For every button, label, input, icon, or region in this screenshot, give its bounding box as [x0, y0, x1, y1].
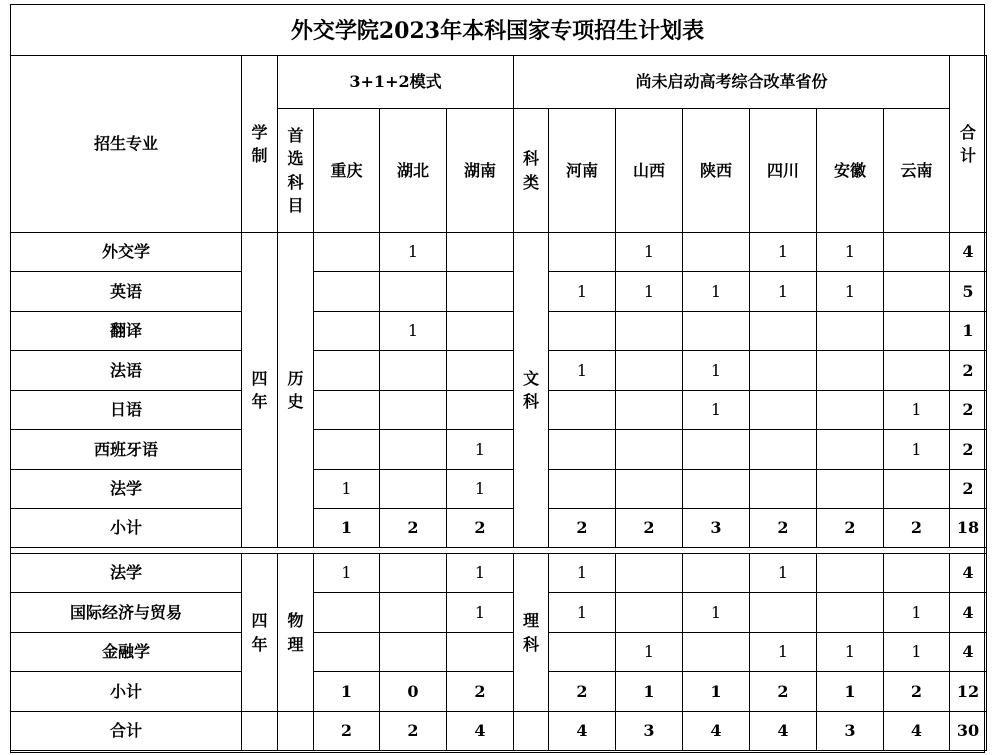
- table-row: [11, 430, 987, 470]
- cell-hunan: [447, 391, 514, 430]
- page-title: 外交学院2023年本科国家专项招生计划表: [10, 4, 985, 56]
- cell-hubei: 2: [380, 509, 447, 548]
- cell-shanxi: 1: [616, 272, 683, 312]
- empty-cell: [242, 712, 278, 751]
- cell-shanxi: [616, 430, 683, 470]
- empty-cell: [278, 712, 314, 751]
- cell-shanxi: [616, 554, 683, 593]
- cell-total: 2: [950, 391, 987, 430]
- cell-sichuan: 2: [750, 672, 817, 712]
- cell-hubei: [380, 633, 447, 672]
- section1-duration: 四年: [242, 233, 278, 548]
- cell-total: 4: [950, 233, 987, 272]
- grand-total-row: [11, 712, 987, 751]
- cell-total: 4: [950, 633, 987, 672]
- cell-anhui: [817, 351, 884, 391]
- cell-anhui: 1: [817, 633, 884, 672]
- cell-sichuan: [750, 470, 817, 509]
- cell-shaanxi: [683, 470, 750, 509]
- header-total: 合计: [950, 56, 987, 233]
- header-chongqing: 重庆: [314, 109, 380, 233]
- header-group-312: 3+1+2模式: [278, 56, 514, 109]
- header-duration: 学制: [242, 56, 278, 233]
- subtotal-row: [11, 509, 987, 548]
- cell-hunan: [447, 233, 514, 272]
- major-cell: 法学: [11, 470, 242, 509]
- header-group-other: 尚未启动高考综合改革省份: [514, 56, 950, 109]
- cell-yunnan: 1: [884, 430, 950, 470]
- cell-sichuan: 2: [750, 509, 817, 548]
- cell-anhui: 2: [817, 509, 884, 548]
- cell-anhui: [817, 470, 884, 509]
- cell-hunan: 2: [447, 509, 514, 548]
- header-yunnan: 云南: [884, 109, 950, 233]
- cell-shanxi: [616, 593, 683, 633]
- subtotal-row: [11, 672, 987, 712]
- cell-chongqing: [314, 351, 380, 391]
- cell-total: 18: [950, 509, 987, 548]
- header-major: 招生专业: [11, 56, 242, 233]
- cell-yunnan: 2: [884, 509, 950, 548]
- cell-henan: 2: [549, 672, 616, 712]
- cell-hunan: 1: [447, 470, 514, 509]
- cell-yunnan: 1: [884, 391, 950, 430]
- major-cell: 法语: [11, 351, 242, 391]
- major-cell: 日语: [11, 391, 242, 430]
- cell-henan: 1: [549, 272, 616, 312]
- cell-shaanxi: 3: [683, 509, 750, 548]
- cell-anhui: 1: [817, 672, 884, 712]
- cell-total: 4: [950, 554, 987, 593]
- cell-hubei: 1: [380, 312, 447, 351]
- cell-shanxi: [616, 351, 683, 391]
- table-row: [11, 351, 987, 391]
- cell-hubei: [380, 351, 447, 391]
- cell-chongqing: [314, 391, 380, 430]
- header-row-1: [11, 56, 987, 109]
- cell-anhui: [817, 312, 884, 351]
- cell-anhui: [817, 554, 884, 593]
- cell-shanxi: [616, 312, 683, 351]
- cell-hubei: [380, 554, 447, 593]
- cell-hunan: [447, 272, 514, 312]
- cell-shanxi: 1: [616, 233, 683, 272]
- cell-hubei: [380, 430, 447, 470]
- cell-anhui: 1: [817, 272, 884, 312]
- cell-shanxi: 2: [616, 509, 683, 548]
- cell-shanxi: 1: [616, 672, 683, 712]
- major-cell: 英语: [11, 272, 242, 312]
- cell-chongqing: 1: [314, 554, 380, 593]
- cell-chongqing: [314, 272, 380, 312]
- cell-hubei: 2: [380, 712, 447, 751]
- cell-shaanxi: 1: [683, 351, 750, 391]
- cell-hubei: 1: [380, 233, 447, 272]
- cell-anhui: [817, 430, 884, 470]
- cell-henan: [549, 391, 616, 430]
- cell-henan: [549, 470, 616, 509]
- cell-henan: 1: [549, 554, 616, 593]
- cell-hunan: 4: [447, 712, 514, 751]
- header-shanxi: 山西: [616, 109, 683, 233]
- header-shaanxi: 陕西: [683, 109, 750, 233]
- cell-shaanxi: [683, 554, 750, 593]
- cell-anhui: 3: [817, 712, 884, 751]
- header-hubei: 湖北: [380, 109, 447, 233]
- cell-chongqing: 1: [314, 509, 380, 548]
- cell-shaanxi: [683, 233, 750, 272]
- cell-total: 2: [950, 430, 987, 470]
- cell-yunnan: [884, 233, 950, 272]
- enrollment-plan-table: [10, 55, 987, 751]
- section2-category: 理科: [514, 554, 549, 712]
- major-cell: 外交学: [11, 233, 242, 272]
- cell-sichuan: [750, 351, 817, 391]
- subtotal-label: 小计: [11, 672, 242, 712]
- cell-sichuan: 1: [750, 272, 817, 312]
- cell-henan: [549, 633, 616, 672]
- cell-shanxi: [616, 391, 683, 430]
- cell-hunan: [447, 351, 514, 391]
- table-row: [11, 272, 987, 312]
- header-category: 科类: [514, 109, 549, 233]
- cell-shaanxi: 4: [683, 712, 750, 751]
- table-row: [11, 233, 987, 272]
- cell-hunan: 1: [447, 430, 514, 470]
- major-cell: 金融学: [11, 633, 242, 672]
- cell-total: 2: [950, 470, 987, 509]
- table-row: [11, 470, 987, 509]
- table-row: [11, 633, 987, 672]
- cell-yunnan: [884, 470, 950, 509]
- cell-sichuan: [750, 312, 817, 351]
- major-cell: 翻译: [11, 312, 242, 351]
- cell-anhui: [817, 593, 884, 633]
- cell-henan: 1: [549, 593, 616, 633]
- cell-chongqing: 1: [314, 672, 380, 712]
- section1-category: 文科: [514, 233, 549, 548]
- cell-hubei: [380, 391, 447, 430]
- cell-yunnan: [884, 312, 950, 351]
- major-cell: 法学: [11, 554, 242, 593]
- cell-total: 5: [950, 272, 987, 312]
- cell-sichuan: 1: [750, 233, 817, 272]
- cell-chongqing: [314, 233, 380, 272]
- cell-yunnan: [884, 554, 950, 593]
- cell-total: 4: [950, 593, 987, 633]
- cell-chongqing: 2: [314, 712, 380, 751]
- cell-henan: [549, 233, 616, 272]
- cell-sichuan: 1: [750, 554, 817, 593]
- cell-hunan: [447, 633, 514, 672]
- cell-shaanxi: 1: [683, 672, 750, 712]
- cell-henan: 2: [549, 509, 616, 548]
- header-hunan: 湖南: [447, 109, 514, 233]
- cell-shanxi: 3: [616, 712, 683, 751]
- cell-shaanxi: 1: [683, 391, 750, 430]
- cell-hunan: 1: [447, 554, 514, 593]
- cell-chongqing: [314, 312, 380, 351]
- cell-total: 2: [950, 351, 987, 391]
- major-cell: 西班牙语: [11, 430, 242, 470]
- section1-first-subject: 历史: [278, 233, 314, 548]
- cell-henan: 1: [549, 351, 616, 391]
- cell-hubei: [380, 470, 447, 509]
- cell-yunnan: 1: [884, 593, 950, 633]
- table-row: [11, 312, 987, 351]
- cell-yunnan: 1: [884, 633, 950, 672]
- cell-total: 1: [950, 312, 987, 351]
- cell-chongqing: 1: [314, 470, 380, 509]
- cell-total: 12: [950, 672, 987, 712]
- cell-henan: 4: [549, 712, 616, 751]
- cell-sichuan: 1: [750, 633, 817, 672]
- subtotal-label: 小计: [11, 509, 242, 548]
- header-henan: 河南: [549, 109, 616, 233]
- cell-sichuan: 4: [750, 712, 817, 751]
- major-cell: 国际经济与贸易: [11, 593, 242, 633]
- cell-shanxi: [616, 470, 683, 509]
- cell-henan: [549, 312, 616, 351]
- cell-chongqing: [314, 430, 380, 470]
- cell-shanxi: 1: [616, 633, 683, 672]
- cell-total: 30: [950, 712, 987, 751]
- cell-shaanxi: [683, 430, 750, 470]
- cell-shaanxi: 1: [683, 272, 750, 312]
- section2-first-subject: 物理: [278, 554, 314, 712]
- cell-hubei: [380, 272, 447, 312]
- header-first-subject: 首选科目: [278, 109, 314, 233]
- cell-sichuan: [750, 391, 817, 430]
- table-row: [11, 593, 987, 633]
- cell-hubei: 0: [380, 672, 447, 712]
- header-anhui: 安徽: [817, 109, 884, 233]
- cell-anhui: 1: [817, 233, 884, 272]
- cell-hunan: 1: [447, 593, 514, 633]
- cell-yunnan: [884, 351, 950, 391]
- cell-hubei: [380, 593, 447, 633]
- cell-hunan: 2: [447, 672, 514, 712]
- cell-shaanxi: 1: [683, 593, 750, 633]
- cell-hunan: [447, 312, 514, 351]
- cell-sichuan: [750, 430, 817, 470]
- cell-shaanxi: [683, 312, 750, 351]
- cell-shaanxi: [683, 633, 750, 672]
- cell-chongqing: [314, 633, 380, 672]
- cell-chongqing: [314, 593, 380, 633]
- header-sichuan: 四川: [750, 109, 817, 233]
- section2-duration: 四年: [242, 554, 278, 712]
- cell-yunnan: 4: [884, 712, 950, 751]
- cell-anhui: [817, 391, 884, 430]
- table-row: [11, 391, 987, 430]
- grand-total-label: 合计: [11, 712, 242, 751]
- cell-henan: [549, 430, 616, 470]
- cell-yunnan: 2: [884, 672, 950, 712]
- cell-yunnan: [884, 272, 950, 312]
- table-row: [11, 554, 987, 593]
- cell-sichuan: [750, 593, 817, 633]
- empty-cell: [514, 712, 549, 751]
